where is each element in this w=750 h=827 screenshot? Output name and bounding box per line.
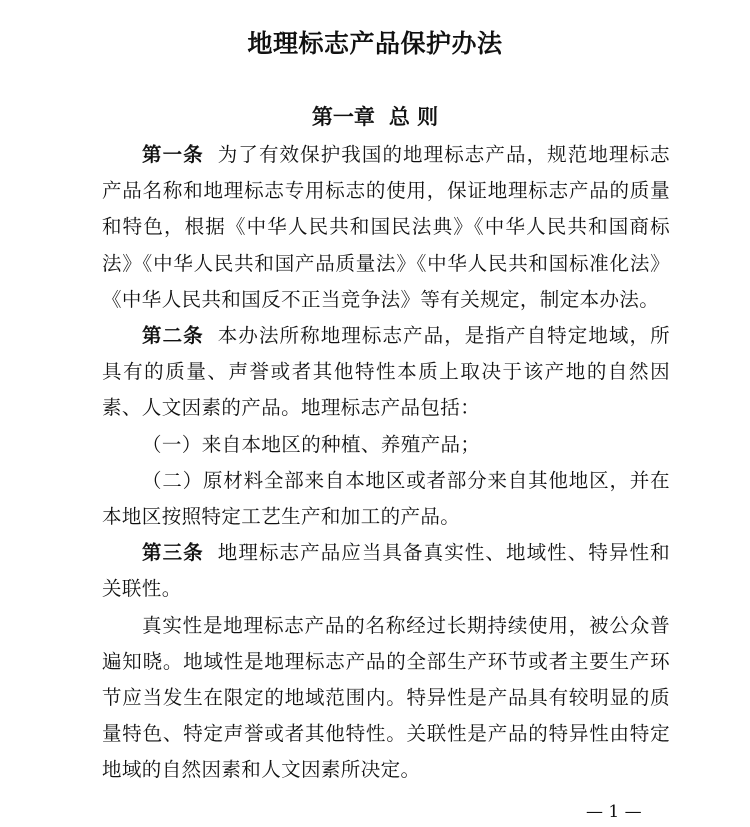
chapter-heading — [0, 102, 750, 132]
article-2-item-2: （二）原材料全部来自本地区或者部分来自其他地区，并在本地区按照特定工艺生产和加工的产品。 — [102, 468, 670, 529]
article-label: 第一条 — [142, 143, 204, 166]
chapter-name: 总 则 — [388, 105, 439, 129]
article-text: 本办法所称地理标志产品，是指产自特定地域，所具有的质量、声誉或者其他特性本质上取决于该产地的自然因素、人文因素的产品。地理标志产品包括： — [102, 324, 670, 420]
article-label: 第二条 — [142, 324, 204, 348]
article-text: 地理标志产品应当具备真实性、地域性、特异性和关联性。 — [102, 541, 670, 601]
article-2 — [102, 318, 670, 427]
article-text: 为了有效保护我国的地理标志产品，规范地理标志产品名称和地理标志专用标志的使用，保证地理标志产品的质量和特色，根据《中华人民共和国民法典》《中华人民共和国商标法》《中华人民共和国产品质量法》《中华人民共和国标准化法》《中华人民共和国反不正当竞争法》等有关规定，制定本办法。 — [102, 143, 670, 311]
article-3-continuation: 真实性是地理标志产品的名称经过长期持续使用，被公众普遍知晓。地域性是地理标志产品的全部生产环节或者主要生产环节应当发生在限定的地域范围内。特异性是产品具有较明显的质量特色、特定声誉或者其他特性。关联性是产品的特异性由特定地域的自然因素和人文因素所决定。 — [102, 613, 670, 782]
article-3 — [102, 535, 670, 607]
article-2-item-1: （一）来自本地区的种植、养殖产品； — [142, 432, 481, 456]
document-body — [102, 137, 670, 789]
article-label: 第三条 — [142, 541, 204, 565]
page-number: — 1 — — [586, 802, 642, 822]
document-title: 地理标志产品保护办法 — [247, 29, 503, 58]
article-1 — [102, 137, 670, 318]
chapter-label: 第一章 — [311, 105, 375, 129]
